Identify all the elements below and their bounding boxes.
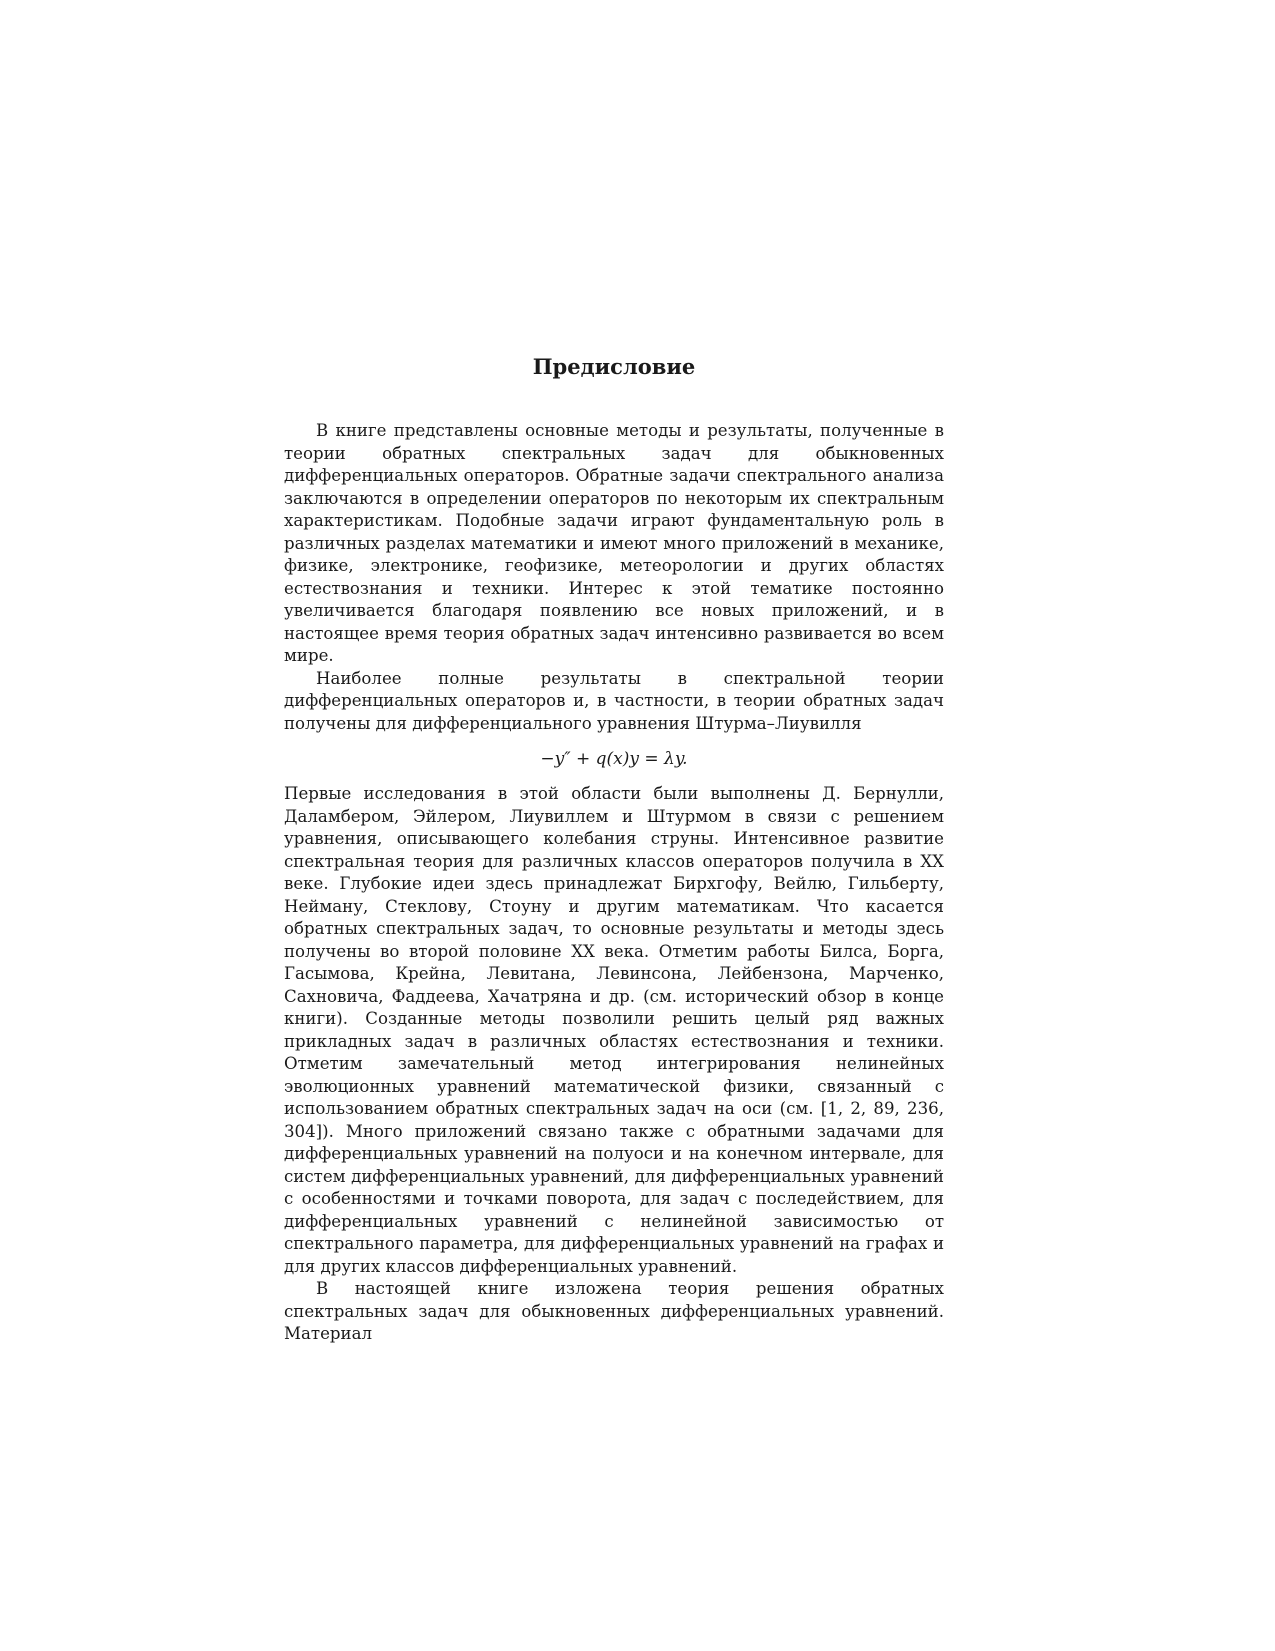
page-title: Предисловие [532,354,696,379]
page-content [284,352,944,1346]
sturm-liouville-equation: −y″ + q(x)y = λy. [540,749,688,769]
paragraph-3: Первые исследования в этой области были выполнены Д. Бернулли, Даламбером, Эйлером, Лиувиллем и Штурмом в связи с решением уравнения, описывающего колебания струны. Интенсивное развитие спектральная теория для различных классов операторов получила в XX веке. Глубокие идеи здесь принадлежат Бирхгофу, Вейлю, Гильберту, Нейману, Стеклову, Стоуну и другим математикам. Что касается обратных спектральных задач, то основные результаты и методы здесь получены во второй половине XX века. Отметим работы Билса, Борга, Гасымова, Крейна, Левитана, Левинсона, Лейбензона, Марченко, Сахновича, Фаддеева, Хачатряна и др. (см. исторический обзор в конце книги). Созданные методы позволили решить целый ряд важных прикладных задач в различных областях естествознания и техники. Отметим замечательный метод интегрирования нелинейных эволюционных уравнений математической физики, связанный с использованием обратных спектральных задач на оси (см. [1, 2, 89, 236, 304]). Много приложений связано также с обратными задачами для дифференциальных уравнений на полуоси и на конечном интервале, для систем дифференциальных уравнений, для дифференциальных уравнений с особенностями и точками поворота, для задач с последействием, для дифференциальных уравнений с нелинейной зависимостью от спектрального параметра, для дифференциальных уравнений на графах и для других классов дифференциальных уравнений. [284,784,944,1276]
paragraph-4: В настоящей книге изложена теория решения обратных спектральных задач для обыкновенных дифференциальных уравнений. Материал [284,1279,944,1343]
paragraph-1: В книге представлены основные методы и результаты, полученные в теории обратных спектральных задач для обыкновенных дифференциальных операторов. Обратные задачи спектрального анализа заключаются в определении операторов по некоторым их спектральным характеристикам. Подобные задачи играют фундаментальную роль в различных разделах математики и имеют много приложений в механике, физике, электронике, геофизике, метеорологии и других областях естествознания и техники. Интерес к этой тематике постоянно увеличивается благодаря появлению все новых приложений, и в настоящее время теория обратных задач интенсивно развивается во всем мире. [284,421,944,665]
paragraph-2: Наиболее полные результаты в спектральной теории дифференциальных операторов и, в частности, в теории обратных задач получены для дифференциального уравнения Штурма–Лиувилля [284,668,944,733]
